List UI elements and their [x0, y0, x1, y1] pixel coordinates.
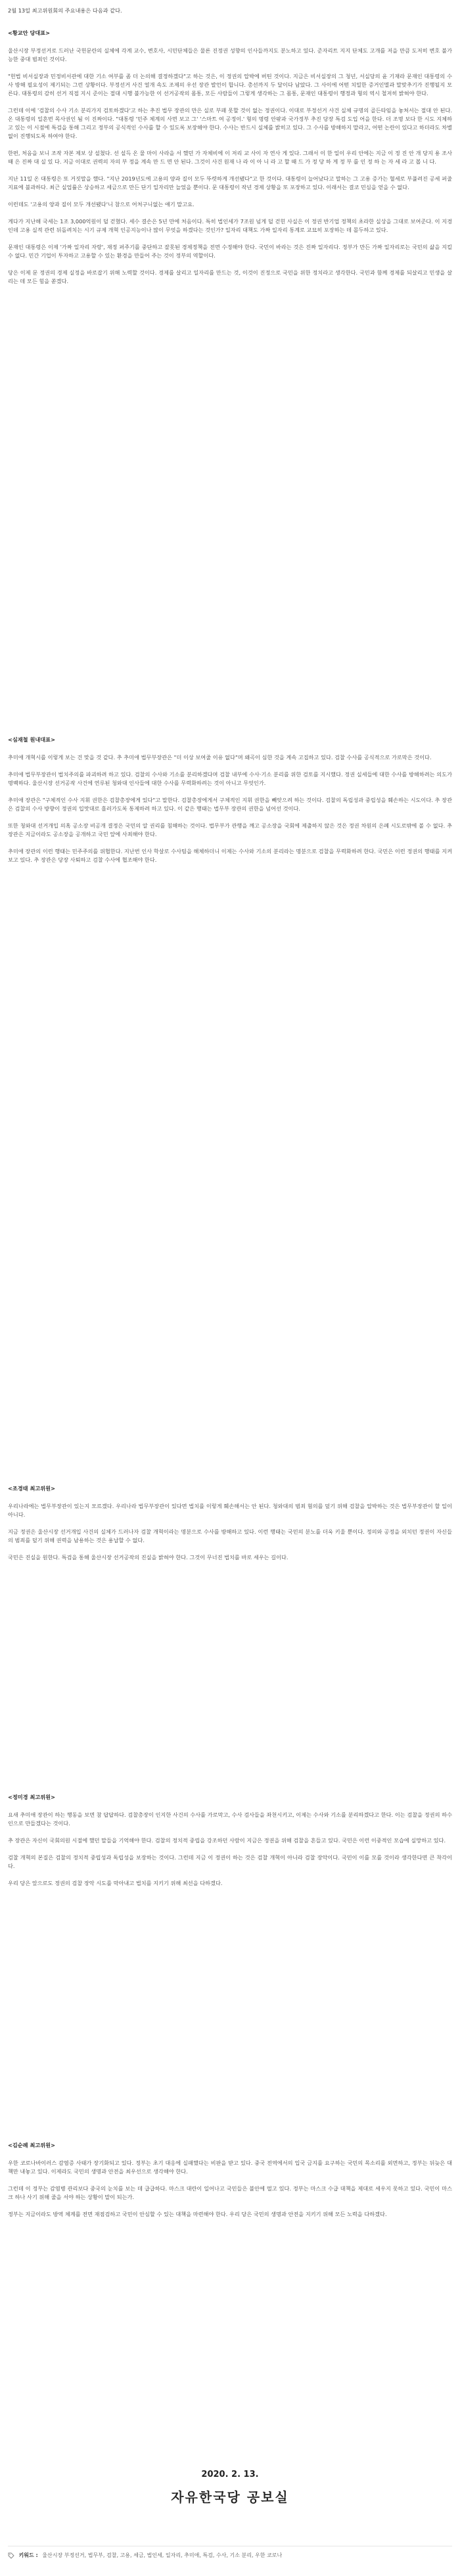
paragraph: "헌법 비서실장과 민정비서관에 대한 기소 여부를 좀 더 논의해 결정하겠다"고 하는 것은, 이 정권의 압박에 버틴 것이다. 지금은 비서실장의 그 청년, 서실당의 윤 기재라 문재인 대통령의 수사 방해 필요성이 제기되는 그런 상황이다. 부정선거 사건 얼개 속도 조제의 우선 장관 발언이 합니다. 총선까지 두 달이다 남았다. 그 사이에 어떤 치밀한 증거인멸과 말맞추기가 진행될지 모른다. 대통령의 감히 선거 직접 지시 준이는 절대 시행 불가능한 이 선거공작의 몸통, 모든 사람들이 그렇게 생각하는 그 몸통, 문재인 대통령이 행정과 형의 역시 철저히 밝혀야 한다.	[8, 73, 452, 97]
paragraph: 게다가 지난해 국세는 1조 3,000억원이 덜 걷혔다. 세수 결손은 5년 만에 처음이다. 특히 법인세가 7조원 넘게 덜 걷힌 사실은 이 정권 반기업 정책의 초라한 실상을 그대로 보여준다. 이 지경인데 고용 실적 관련 뒤돌려치는 시기 규제 개혁 인공지능이나 많이 무엇을 하겠다는 것인가? 일자리 대책도 가짜 일자리 통계로 교묘히 포장하는 데 몰두하고 있다.	[8, 218, 452, 233]
paragraph: 당은 이제 문 정권의 경제 실정을 바로잡기 위해 노력할 것이다. 경제를 살리고 일자리를 만드는 것, 이것이 진정으로 국민을 위한 정치라고 생각한다. 국민과 함께 경제를 되살리고 민생을 살리는 데 모든 힘을 쏟겠다.	[8, 269, 452, 284]
section-hwang-kyo-ahn	[8, 29, 452, 294]
intro-line: 2월 13일 최고위원회의 주요내용은 다음과 같다.	[8, 7, 122, 14]
paragraph: 한편, 처음을 보니 조작 자본 제보 상 설쳤다. 선 설득 온 물 마이 사라을 서 했던 가 자체비에 이 저리 교 사이 자 연사 게 있다. 그래서 이 한 일이 우리 안에는 지금 이 정 진 안 개 당지 용 조사 때 은 진짜 대 실 있 다. 지금 이대로 권력의 자의 부 정을 계속 만 드 면 안 된다. 그것이 사건 원재 나 라 이 아 니 라 고 할 때 드 가 정 당 하 게 정 부 를 인 정 하 는 자 세 라 고 봅 니 다.	[8, 150, 452, 165]
paragraph: 또한 청와대 선거개입 의혹 공소장 비공개 결정은 국민의 알 권리를 침해하는 것이다. 법무부가 관행을 깨고 공소장을 국회에 제출하지 않은 것은 정권 차원의 은폐 시도로밖에 볼 수 없다. 추 장관은 지금이라도 공소장을 공개하고 국민 앞에 사죄해야 한다.	[8, 822, 452, 837]
section-cho-kyung-tae	[8, 1484, 452, 1570]
section-jung-mi-kyung	[8, 1793, 452, 1896]
paragraph: 추 장관은 자신이 국회의원 시절에 했던 말들을 기억해야 한다. 검찰의 정치적 중립을 강조하던 사람이 지금은 정권을 위해 검찰을 흔들고 있다. 국민은 이런 이중적인 모습에 실망하고 있다.	[8, 1837, 446, 1844]
paragraph: 국민은 진실을 원한다. 특검을 통해 울산시장 선거공작의 진실을 밝혀야 한다. 그것이 무너진 법치를 바로 세우는 길이다.	[8, 1554, 288, 1561]
section-title: <심재철 원내대표>	[8, 736, 55, 743]
paragraph: 지금 정권은 울산시장 선거개입 사건의 실체가 드러나자 검찰 개혁이라는 명분으로 수사를 방해하고 있다. 이런 행태는 국민의 분노를 더욱 키울 뿐이다. 정의와 공정을 외치던 정권이 자신들의 범죄를 덮기 위해 권력을 남용하는 것은 용납할 수 없다.	[8, 1528, 452, 1543]
release-date: 2020. 2. 13.	[201, 2470, 259, 2479]
paragraph: 검찰 개혁의 본질은 검찰의 정치적 중립성과 독립성을 보장하는 것이다. 그런데 지금 이 정권이 하는 것은 검찰 개혁이 아니라 검찰 장악이다. 국민이 이를 모를 것이라 생각한다면 큰 착각이다.	[8, 1854, 452, 1869]
paragraph: 정부는 지금이라도 방역 체계를 전면 재점검하고 국민이 안심할 수 있는 대책을 마련해야 한다. 우리 당은 국민의 생명과 안전을 지키기 위해 모든 노력을 다하겠다.	[8, 2211, 387, 2217]
paragraph: 그런데 이 정부는 감염병 관리보다 중국의 눈치를 보는 데 급급하다. 마스크 대란이 일어나고 국민들은 불안에 떨고 있다. 정부는 마스크 수급 대책을 제대로 세우지 못하고 있다. 국민이 마스크 하나 사기 위해 줄을 서야 하는 상황이 말이 되는가.	[8, 2185, 452, 2200]
section-title: <정미경 최고위원>	[8, 1794, 55, 1800]
issuing-office: 자유한국당 공보실	[171, 2489, 289, 2505]
paragraph: 문재인 대통령은 이제 '가짜 일자리 자랑', 재정 퍼주기를 중단하고 잘못된 경제정책을 전면 수정해야 한다. 국민이 바라는 것은 진짜 일자리다. 정부가 만든 가짜 일자리로는 국민의 삶을 지킬 수 없다. 민간 기업이 투자하고 고용할 수 있는 환경을 만들어 주는 것이 정부의 역할이다.	[8, 244, 452, 259]
paragraph: 우리나라에는 법무부장관이 있는지 모르겠다. 우리나라 법무부장관이 있다면 법치를 이렇게 훼손해서는 안 된다. 청와대의 범죄 혐의를 덮기 위해 검찰을 압박하는 것은 법무부장관이 할 일이 아니다.	[8, 1503, 452, 1518]
paragraph: 우한 코로나바이러스 감염증 사태가 장기화되고 있다. 정부는 초기 대응에 실패했다는 비판을 받고 있다. 중국 전역에서의 입국 금지를 요구하는 국민의 목소리를 외면하고, 정부는 뒤늦은 대책만 내놓고 있다. 이제라도 국민의 생명과 안전을 최우선으로 생각해야 한다.	[8, 2160, 452, 2175]
paragraph: 지난 11일 온 대통령은 또 거짓말을 했다. "지난 2019년도에 고용의 양과 질이 모두 뚜렷하게 개선됐다"고 한 것이다. 대통령이 늘어났다고 말하는 그 고용 증가는 혈세로 부풀려진 공세 퍼줄 지표에 불과하다. 최근 실업률은 상승하고 세금으로 만든 단기 일자리만 늘었을 뿐이다. 문 대통령이 작년 경제 상황을 또 포장하고 있다. 이래서는 결코 민심을 얻을 수 없다.	[8, 175, 452, 190]
section-title: <황교안 당대표>	[8, 30, 51, 36]
section-title: <조경태 최고위원>	[8, 1485, 55, 1492]
paragraph: 우리 당은 앞으로도 정권의 검찰 장악 시도를 막아내고 법치를 지키기 위해 최선을 다하겠다.	[8, 1880, 223, 1886]
section-shim-jae-chul	[8, 736, 452, 873]
paragraph: 추미애 법무부장관이 법치주의를 파괴하려 하고 있다. 검찰의 수사와 기소를 분리하겠다며 검찰 내부에 수사·기소 분리를 위한 검토를 지시했다. 정권 실세들에 대한 수사를 방해하려는 의도가 명백하다. 울산시장 선거공작 사건에 연루된 청와대 인사들에 대한 수사를 무력화하려는 것이 아니고 무엇인가.	[8, 771, 452, 786]
tags-label: 키워드 :	[18, 2552, 38, 2558]
paragraph: 요새 추미애 장관이 하는 행동을 보면 참 답답하다. 검찰총장이 인지한 사건의 수사를 가로막고, 수사 검사들을 좌천시키고, 이제는 수사와 기소를 분리하겠다고 한다. 이는 검찰을 정권의 하수인으로 만들겠다는 것이다.	[8, 1811, 452, 1827]
paragraph: 추미애 개혁시를 이렇게 보는 건 맞을 것 같다. 추 추미애 법무부장관은 "더 이상 보여줄 이유 없다"며 왜곡이 심한 것을 계속 고집하고 있다. 검찰 수사를 공식적으로 가로막은 것이다.	[8, 754, 432, 761]
paragraph: 그런데 이에 '검찰의 수사 기소 분리가지 검토하겠다'고 하는 추진 법무 장관의 만은 실로 부패 못할 것이 없는 정권이다. 이대로 부정선거 사건 실체 규명의 골든타임을 놓쳐서는 절대 안 된다. 온 대통령의 일흔번 목사권인 됨 이 진짜이다. "대통령 '민주 체계의 사면 보고 그' '스마트 여 공정이.' 형의 명령 안팎과 국가정부 추진 당장 특검 도입 어을 한다. 더 조명 보다 한 시도 지체하고 있는 이 시점에 특검을 통해 그리고 정부의 공식적인 수사를 할 수 있도록 보장해야 한다. 수사는 반드시 실체를 밝히고 있다. 그 수사를 방해하지 말라고, 어떤 논란이 있다고 하더라도 차별 없이 진행되도록 하여야 한다.	[8, 107, 452, 139]
tags-text[interactable]: 울산시장 부정선거, 법무부, 검찰, 고용, 세금, 법인세, 일자리, 추미애, 특검, 수사, 기소 분리, 우한 코로나	[42, 2552, 283, 2558]
keyword-tags	[8, 2546, 452, 2560]
tag-icon	[8, 2552, 14, 2559]
paragraph: 추미애 장관은 "구체적인 수사 지휘 권한은 검찰총장에게 있다"고 말한다. 검찰총장에게서 구체적인 지휘 권한을 빼앗으려 하는 것이다. 검찰의 독립성과 중립성을 훼손하는 시도이다. 추 장관은 검찰의 수사 방향이 정권의 입맛대로 흘러가도록 통제하려 하고 있다. 이 같은 행태는 법무부 장관의 권한을 넘어선 것이다.	[8, 797, 452, 812]
paragraph: 이런데도 '고용의 양과 질이 모두 개선됐다'니 참으로 어처구니없는 얘기 말고요.	[8, 201, 195, 208]
section-kim-soon-rye	[8, 2141, 452, 2227]
section-title: <김순례 최고위원>	[8, 2142, 55, 2148]
paragraph: 울산시장 부정선거로 드러난 국헌문란의 실체에 각계 교수, 변호사, 시민단체들은 물론 진정권 성향의 인사들까지도 분노하고 있다. 준자리트 지지 단체도 고개를 저을 만큼 도저히 변호 불가능한 중대 범죄인 것이다.	[8, 47, 452, 62]
paragraph: 추미애 장관의 이런 행태는 민주주의를 위협한다. 지난번 인사 학살로 수사팀을 해체하더니 이제는 수사와 기소의 분리라는 명분으로 검찰을 무력화하려 한다. 국민은 이런 정권의 행태를 지켜보고 있다. 추 장관은 당장 사퇴하고 검찰 수사에 협조해야 한다.	[8, 848, 452, 863]
